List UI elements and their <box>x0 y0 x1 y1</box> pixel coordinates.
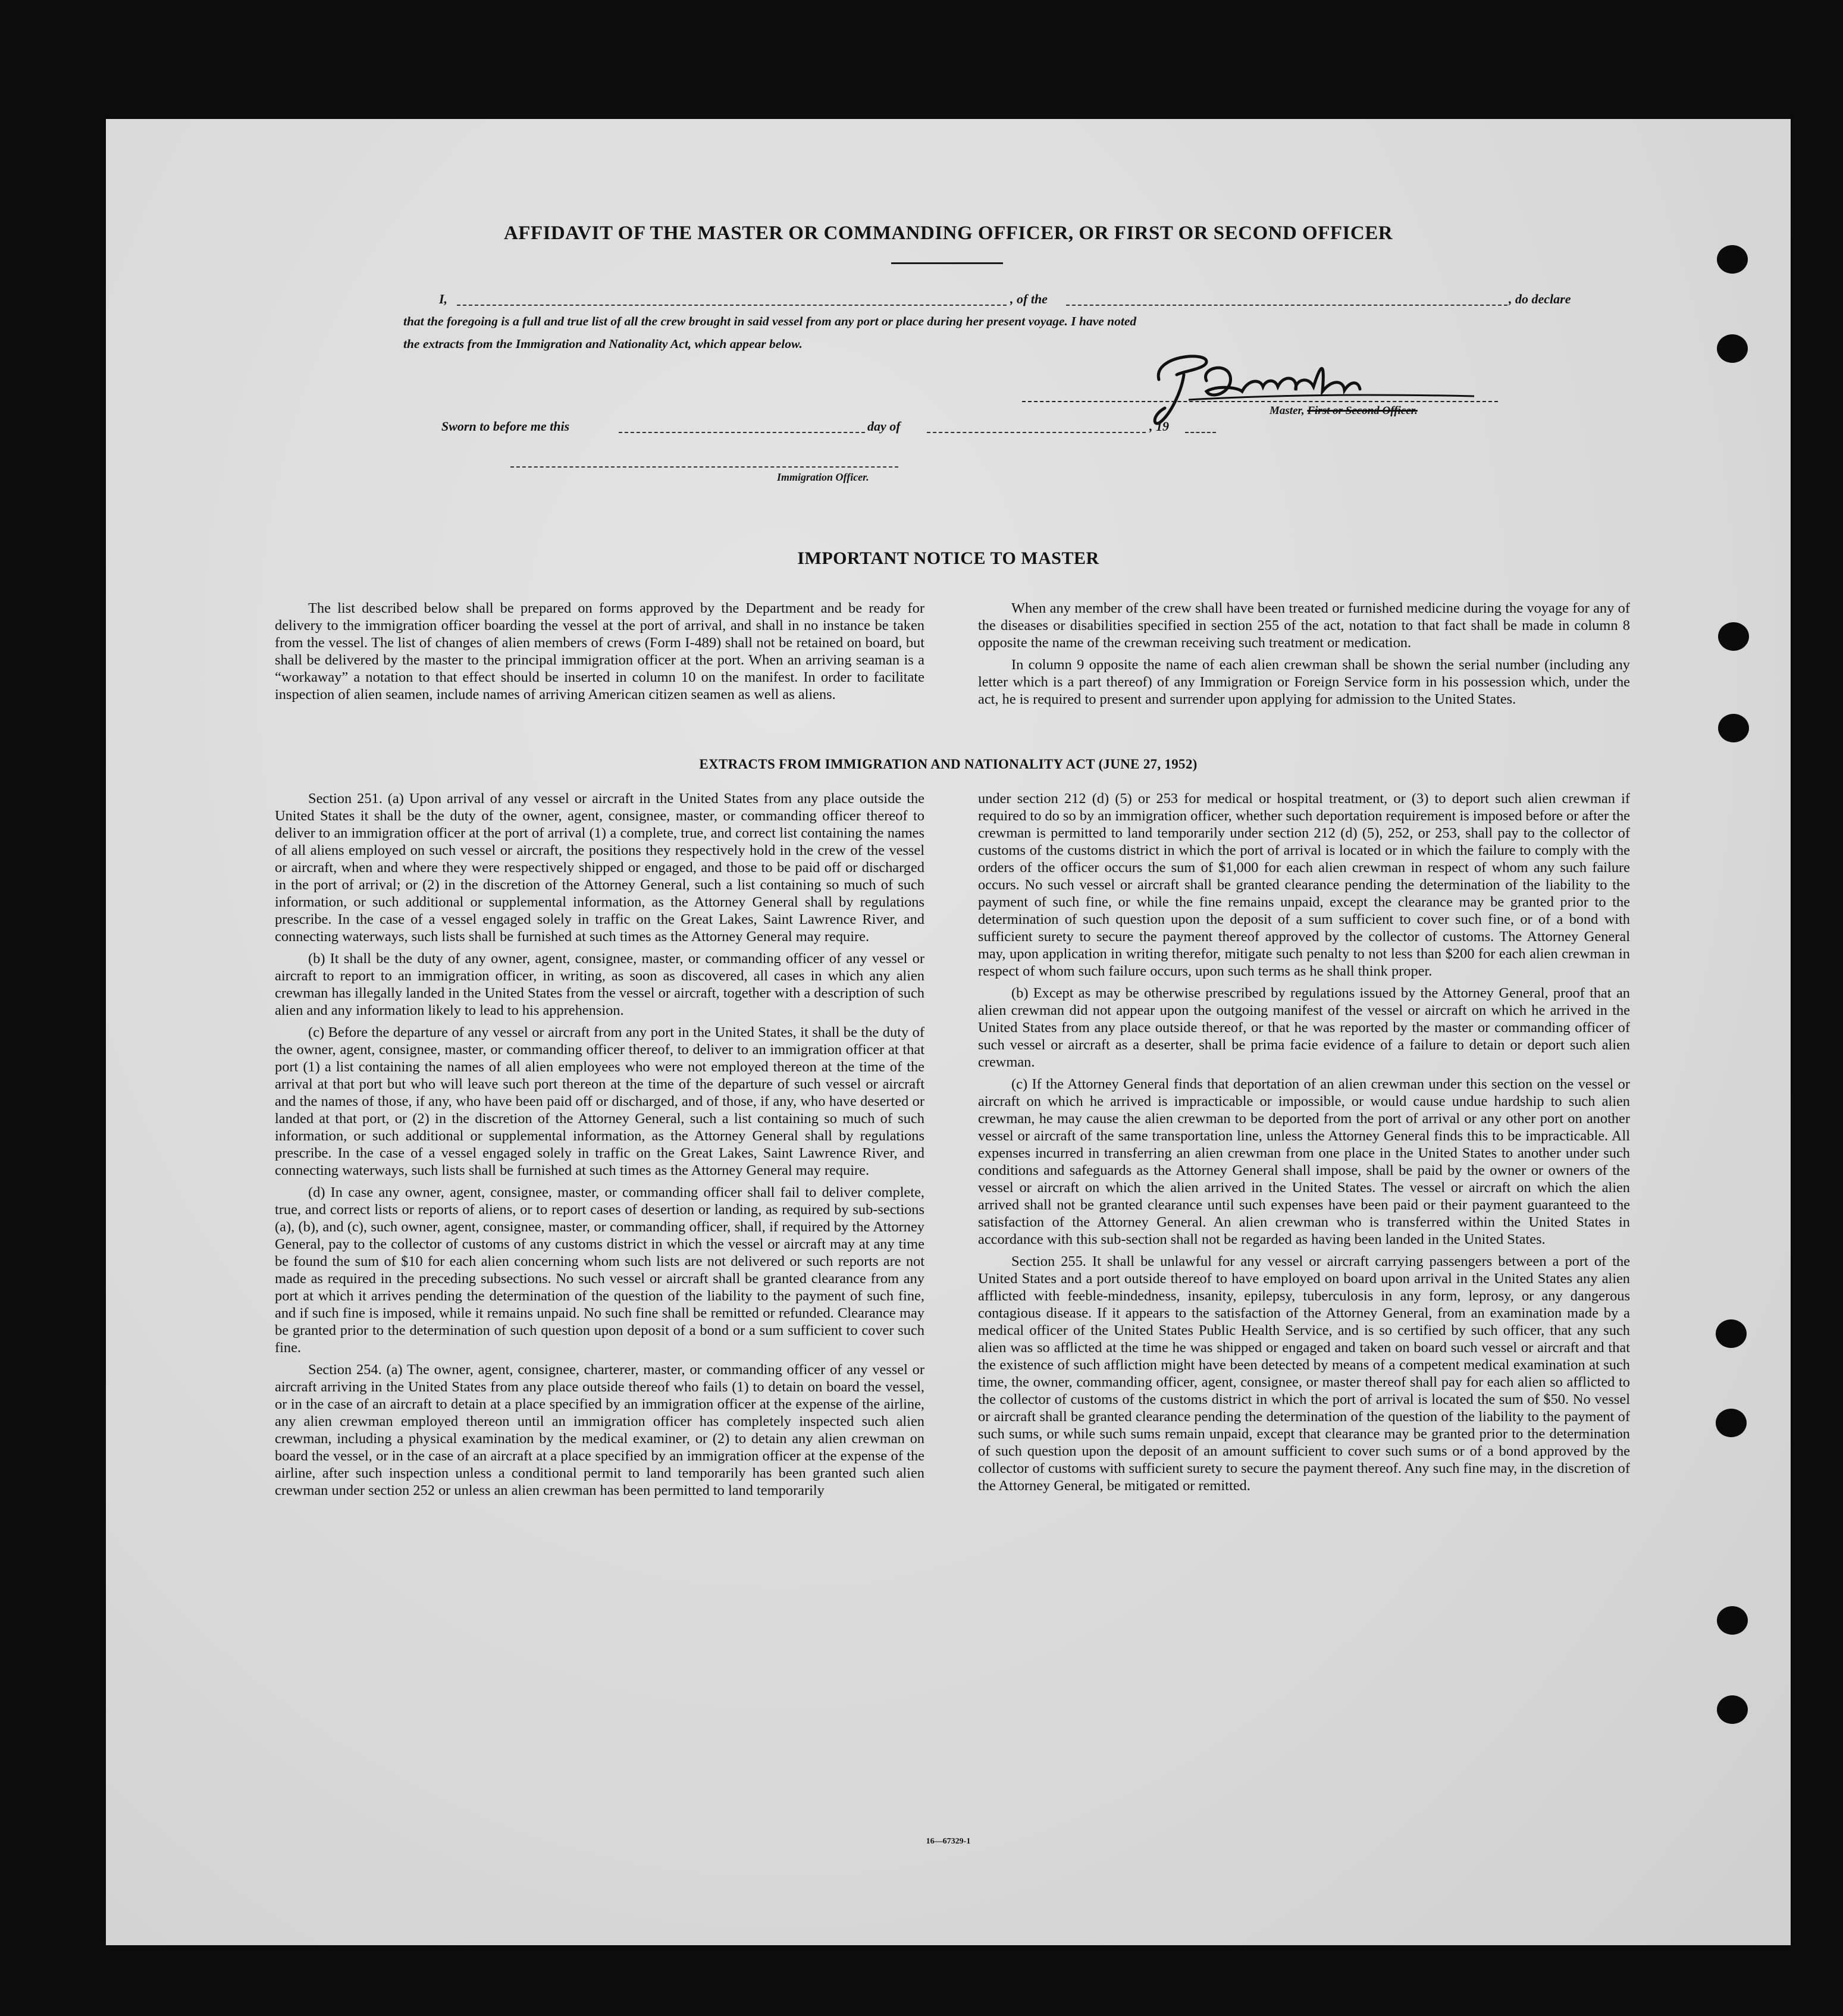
signature-caption <box>1270 405 1418 418</box>
signature-line <box>1022 401 1498 402</box>
notice-paragraph: When any member of the crew shall have been treated or furnished medicine during the voyage for any of the diseases or disabilities specified in section 255 of the act, notation to that fact shall be made in column 8 opposite the name of the crewman receiving such treatment or medication. <box>978 600 1630 651</box>
extracts-right-column <box>978 790 1630 1499</box>
statute-paragraph: (b) Except as may be otherwise prescribed by regulations issued by the Attorney General, proof that an alien crewman did not appear upon the outgoing manifest of the vessel or aircraft on which he arrived in the United States from any place outside thereof, or that he was reported by the master or commanding officer of such vessel or aircraft as a deserter, shall be prima facie evidence of a failure to detain or deport such alien crewman. <box>978 985 1630 1070</box>
affidavit-title: AFFIDAVIT OF THE MASTER OR COMMANDING OFFICER, OR FIRST OR SECOND OFFICER <box>503 222 1393 244</box>
binder-hole <box>1717 334 1748 363</box>
sworn-label: Sworn to before me this <box>441 419 570 434</box>
statute-paragraph: under section 212 (d) (5) or 253 for medical or hospital treatment, or (3) to deport such alien crewman if required to do so by an immigration officer, whether such deportation requirement is imposed before or after the crewman is permitted to land temporarily under section 212 (d) (5), 252, or 253, shall pay to the collector of customs of the customs district in which the port of arrival is located or in which the failure to comply with the orders of the officer occurs the sum of $1,000 for each alien crewman in respect of whom any such failure occurs. No such vessel or aircraft shall be granted clearance pending the determination of the liability to the payment of such fine, or while the fine remains unpaid, except the clearance may be granted prior to the determination of such question upon the deposit of a sum sufficient to cover such fine, or of a bond with sufficient surety to secure the payment thereof approved by the collector of customs. The Attorney General may, upon application in writing therefor, mitigate such penalty to not less than $200 for each alien crewman in respect of whom such failure occurs, upon such terms as he shall think proper. <box>978 791 1630 979</box>
document-page <box>106 119 1791 1945</box>
sworn-year-blank <box>1185 432 1216 433</box>
sworn-day-of-label: day of <box>867 419 901 434</box>
vessel-blank <box>1066 305 1507 306</box>
binder-hole <box>1717 1695 1748 1724</box>
notice-left-column <box>275 600 924 708</box>
extracts-title: EXTRACTS FROM IMMIGRATION AND NATIONALITY ACT (JUNE 27, 1952) <box>699 757 1198 772</box>
binder-hole <box>1716 1319 1747 1348</box>
affidavit-statement-line: the extracts from the Immigration and Nationality Act, which appear below. <box>403 337 803 351</box>
notice-title: IMPORTANT NOTICE TO MASTER <box>797 548 1099 568</box>
notice-paragraph: In column 9 opposite the name of each alien crewman shall be shown the serial number (including any letter which is a part thereof) of any Immigration or Foreign Service form in his possession which, under the act, he is required to present and surrender upon applying for admission to the United States. <box>978 657 1630 707</box>
immigration-officer-label: Immigration Officer. <box>777 471 869 483</box>
binder-hole <box>1718 622 1749 651</box>
binder-hole <box>1717 245 1748 274</box>
statute-paragraph: (c) If the Attorney General finds that deportation of an alien crewman under this section on the vessel or aircraft on which he arrived is impracticable or impossible, or would cause undue hardship to such alien crewman, he may cause the alien crewman to be deported from the port of arrival or any other port on another vessel or aircraft of the same transportation line, unless the Attorney General finds this to be impracticable. All expenses incurred in transferring an alien crewman from one place in the United States to another under such conditions and safeguards as the Attorney General shall impose, shall be paid by the owner or owners of the vessel or aircraft on which the alien arrived in the United States. The vessel or aircraft on which the alien arrived shall not be granted clearance until such expenses have been paid or their payment guaranteed to the satisfaction of the Attorney General. An alien crewman who is transferred within the United States in accordance with this sub-section shall not be regarded as having been landed in the United States. <box>978 1076 1630 1247</box>
binder-hole <box>1717 1606 1748 1635</box>
affidavit-do-declare-label: , do declare <box>1509 291 1571 306</box>
sworn-day-blank <box>619 432 865 433</box>
binder-hole <box>1716 1409 1747 1437</box>
notice-paragraph: The list described below shall be prepared on forms approved by the Department and be ready for delivery to the immigration officer boarding the vessel at the port of arrival, and shall in no instance be taken from the vessel. The list of changes of alien members of crews (Form I-489) shall not be retained on board, but shall be delivered by the master to the principal immigration officer at the port. When an arriving seaman is a “workaway” a notation to that effect should be inserted in column 10 on the manifest. In order to facilitate inspection of alien seamen, include names of arriving American citizen seamen as well as aliens. <box>275 600 924 703</box>
sworn-year-label: , 19 <box>1149 419 1169 434</box>
affidavit-statement-line: that the foregoing is a full and true list of all the crew brought in said vessel from any port or place during her present voyage. I have noted <box>403 314 1137 328</box>
extracts-left-column <box>275 790 924 1504</box>
statute-paragraph: (c) Before the departure of any vessel or aircraft from any port in the United States, it shall be the duty of the owner, agent, consignee, master, or commanding officer thereof, to deliver to an immigration officer at that port (1) a list containing the names of all alien employees who were not employed thereon at the time of the arrival at that port but who will leave such port thereon at the time of the departure of such vessel or aircraft and the names of those, if any, who have been paid off or discharged, and of those, if any, who have deserted or landed at that port, or (2) in the discretion of the Attorney General, such a list containing so much of such information, or such additional or supplemental information, as the Attorney General shall by regulations prescribe. In the case of a vessel engaged solely in traffic on the Great Lakes, Saint Lawrence River, and connecting waterways, such lists shall be furnished at such times as the Attorney General may require. <box>275 1024 924 1178</box>
statute-paragraph: Section 255. It shall be unlawful for any vessel or aircraft carrying passengers between a port of the United States and a port outside thereof to have employed on board upon arrival in the United States any alien afflicted with feeble-mindedness, insanity, epilepsy, tuberculosis in any form, leprosy, or any dangerous contagious disease. If it appears to the satisfaction of the Attorney General, from an examination made by a medical officer of the United States Public Health Service, and is so certified by such officer, that any such alien was so afflicted at the time he was shipped or engaged and taken on board such vessel or aircraft and that the existence of such affliction might have been detected by means of a competent medical examination at such time, the owner, commanding officer, agent, consignee, or master thereof shall pay for each alien so afflicted to the collector of customs of the customs district in which the port of arrival is located the sum of $50. No vessel or aircraft shall be granted clearance pending the determination of the question of the liability to the payment of such sums, or while such sums remain unpaid, except that clearance may be granted prior to the determination of such question upon the deposit of an amount sufficient to cover such sums or of a bond approved by the collector of customs with sufficient surety to secure the payment thereof. Any such fine may, in the discretion of the Attorney General, be mitigated or remitted. <box>978 1253 1630 1494</box>
immigration-officer-line <box>510 466 898 468</box>
form-code: 16—67329-1 <box>926 1837 971 1846</box>
signature-caption-struck: First or Second Officer. <box>1307 405 1418 417</box>
notice-right-column <box>978 600 1630 713</box>
statute-paragraph: (b) It shall be the duty of any owner, agent, consignee, master, or commanding officer of any vessel or aircraft to report to an immigration officer, in writing, as soon as discovered, all cases in which any alien crewman has illegally landed in the United States from the vessel or aircraft, together with a description of such alien and any information likely to lead to his apprehension. <box>275 951 924 1018</box>
binder-hole <box>1718 714 1749 742</box>
title-underline <box>891 262 1003 264</box>
affidavit-of-the-label: , of the <box>1010 291 1048 306</box>
statute-paragraph: Section 254. (a) The owner, agent, consignee, charterer, master, or commanding officer of any vessel or aircraft arriving in the United States from any place outside thereof who fails (1) to detain on board the vessel, or in the case of an aircraft to detain at a place specified by an immigration officer at the expense of the airline, any alien crewman employed thereon until an immigration officer has completely inspected such alien crewman, including a physical examination by the medical examiner, or (2) to detain any alien crewman on board the vessel, or in the case of an aircraft at a place specified by an immigration officer at the expense of the airline, after such inspection unless a conditional permit to land temporarily has been granted such alien crewman under section 252 or unless an alien crewman has been permitted to land temporarily <box>275 1362 924 1498</box>
statute-paragraph: Section 251. (a) Upon arrival of any vessel or aircraft in the United States from any place outside the United States it shall be the duty of the owner, agent, consignee, master, or commanding officer thereof to deliver to an immigration officer at the port of arrival (1) a complete, true, and correct list containing the names of all aliens employed on such vessel or aircraft, the positions they respectively hold in the crew of the vessel or aircraft, when and where they were respectively shipped or engaged, and those to be paid off or discharged in the port of arrival; or (2) in the discretion of the Attorney General, such a list containing so much of such information, or such additional or supplemental information, as the Attorney General shall by regulations prescribe. In the case of a vessel engaged solely in traffic on the Great Lakes, Saint Lawrence River, and connecting waterways, such lists shall be furnished at such times as the Attorney General may require. <box>275 791 924 945</box>
name-blank <box>457 305 1007 306</box>
sworn-month-blank <box>927 432 1146 433</box>
statute-paragraph: (d) In case any owner, agent, consignee, master, or commanding officer shall fail to deliver complete, true, and correct lists or reports of aliens, or to report cases of desertion or landing, as required by sub-sections (a), (b), and (c), such owner, agent, consignee, master, or commanding officer, shall, if required by the Attorney General, pay to the collector of customs of any customs district in which the vessel or aircraft may at any time be found the sum of $10 for each alien concerning whom such lists are not delivered or such reports are not made as required in the preceding subsections. No such vessel or aircraft shall be granted clearance from any port at which it arrives pending the determination of the question of the liability to the payment of such fine, and if such fine is imposed, while it remains unpaid. No such fine shall be remitted or refunded. Clearance may be granted prior to the determination of such question upon deposit of a bond or a sum sufficient to cover such fine. <box>275 1184 924 1356</box>
affidavit-i-label: I, <box>439 291 448 306</box>
signature-caption-prefix: Master, <box>1270 405 1305 417</box>
